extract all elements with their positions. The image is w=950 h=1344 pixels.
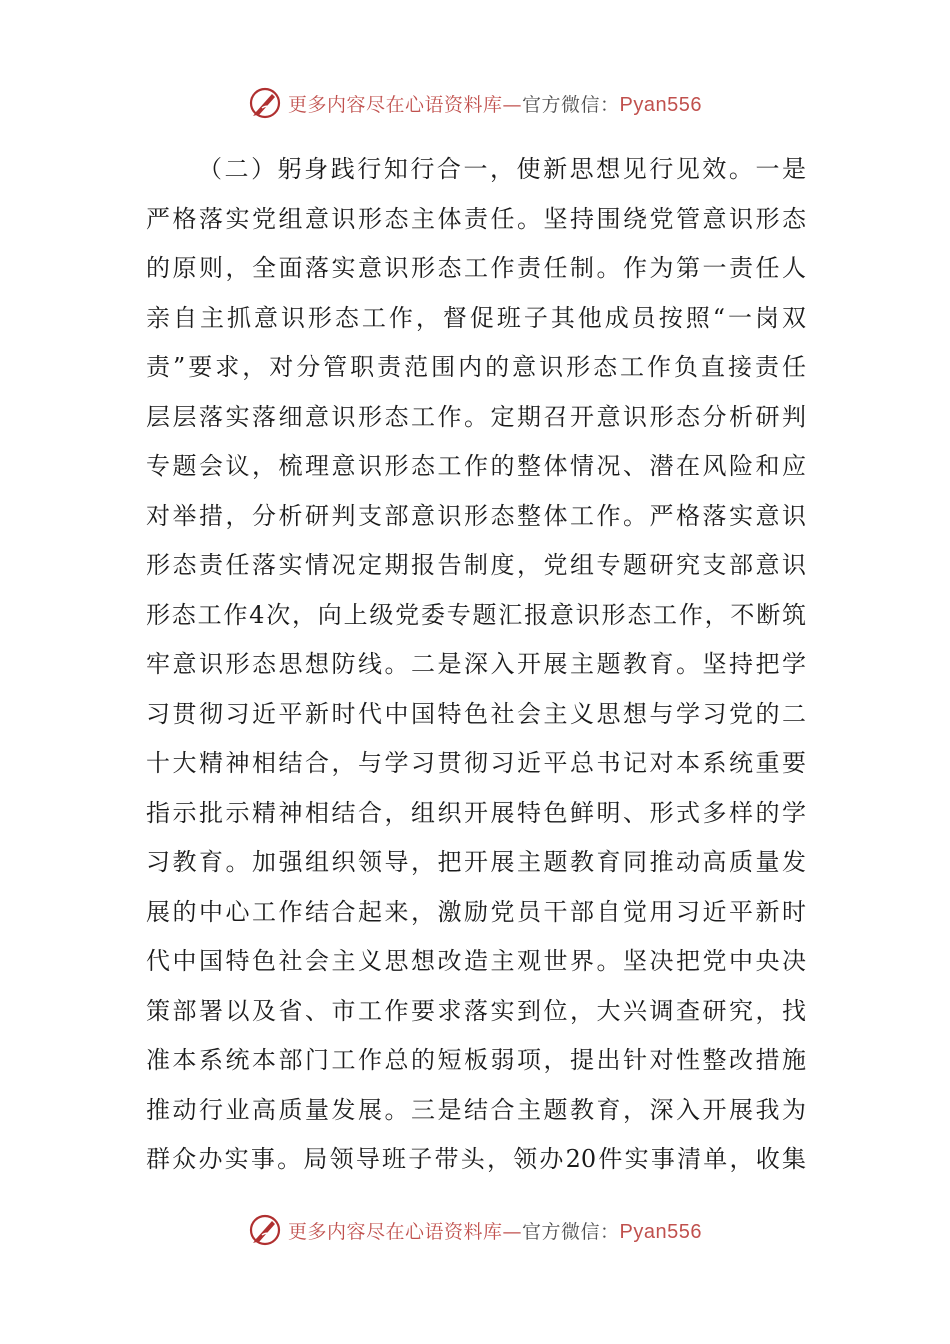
paragraph-line: 形态工作4次，向上级党委专题汇报意识形态工作，不断筑	[146, 600, 806, 629]
header-banner	[0, 85, 950, 121]
paragraph-line: 准本系统本部门工作总的短板弱项，提出针对性整改措施	[146, 1046, 806, 1074]
footer-banner	[0, 1212, 950, 1248]
paragraph-line: 展的中心工作结合起来，激励党员干部自觉用习近平新时	[146, 897, 806, 926]
paragraph-line: 习教育。加强组织领导，把开展主题教育同推动高质量发	[146, 848, 806, 876]
pen-logo-icon	[248, 86, 282, 120]
paragraph-line: 指示批示精神相结合，组织开展特色鲜明、形式多样的学	[146, 798, 806, 827]
paragraph-line: 严格落实党组意识形态主体责任。坚持围绕党管意识形态	[146, 204, 806, 233]
document-body	[146, 145, 806, 1185]
paragraph-line: 形态责任落实情况定期报告制度，党组专题研究支部意识	[146, 551, 806, 579]
paragraph-line: 十大精神相结合，与学习贯彻习近平总书记对本系统重要	[146, 749, 806, 777]
paragraph-line: 策部署以及省、市工作要求落实到位，大兴调查研究，找	[146, 996, 806, 1025]
paragraph-line: 的原则，全面落实意识形态工作责任制。作为第一责任人	[146, 254, 806, 282]
header-banner-text: 更多内容尽在心语资料库—官方微信：Pyan556	[288, 93, 702, 116]
paragraph-line: 责”要求，对分管职责范围内的意识形态工作负直接责任	[146, 353, 806, 381]
paragraph-line: （二）躬身践行知行合一，使新思想见行见效。一是	[198, 155, 806, 183]
paragraph-line: 习贯彻习近平新时代中国特色社会主义思想与学习党的二	[146, 699, 806, 728]
paragraph-line: 亲自主抓意识形态工作，督促班子其他成员按照“一岗双	[146, 303, 806, 332]
paragraph-line: 推动行业高质量发展。三是结合主题教育，深入开展我为	[146, 1095, 806, 1124]
paragraph-line: 层层落实落细意识形态工作。定期召开意识形态分析研判	[146, 402, 806, 431]
pen-logo-icon	[248, 1213, 282, 1247]
paragraph-line: 对举措，分析研判支部意识形态整体工作。严格落实意识	[146, 501, 806, 530]
paragraph-line: 群众办实事。局领导班子带头，领办20件实事清单，收集	[146, 1145, 806, 1173]
paragraph-line: 代中国特色社会主义思想改造主观世界。坚决把党中央决	[146, 947, 806, 975]
paragraph-line: 专题会议，梳理意识形态工作的整体情况、潜在风险和应	[146, 452, 806, 480]
footer-banner-text: 更多内容尽在心语资料库—官方微信：Pyan556	[288, 1220, 702, 1243]
paragraph-line: 牢意识形态思想防线。二是深入开展主题教育。坚持把学	[146, 650, 806, 678]
